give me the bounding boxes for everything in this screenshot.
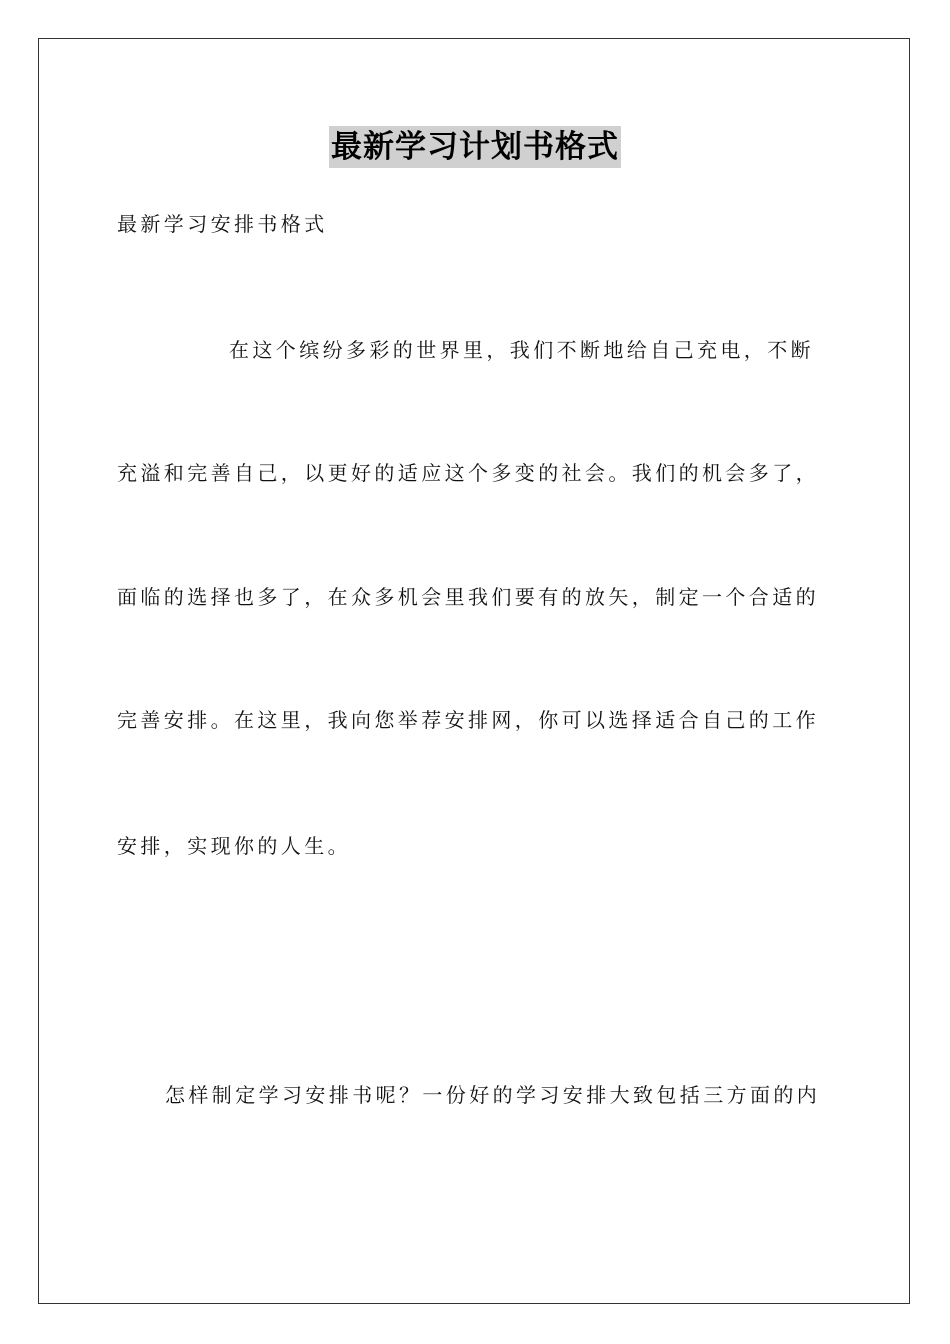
title-container (0, 126, 950, 168)
paragraph-1-line-4: 完善安排。在这里，我向您举荐安排网，你可以选择适合自己的工作 (117, 708, 819, 732)
paragraph-1-line-5: 安排，实现你的人生。 (117, 834, 351, 858)
paragraph-1-line-1: 在这个缤纷多彩的世界里，我们不断地给自己充电，不断 (229, 338, 814, 362)
paragraph-1-line-3: 面临的选择也多了，在众多机会里我们要有的放矢，制定一个合适的 (117, 585, 819, 609)
document-title: 最新学习计划书格式 (329, 126, 621, 168)
paragraph-2-line-1: 怎样制定学习安排书呢？一份好的学习安排大致包括三方面的内 (165, 1083, 821, 1107)
document-subtitle: 最新学习安排书格式 (117, 212, 328, 236)
paragraph-1-line-2: 充溢和完善自己，以更好的适应这个多变的社会。我们的机会多了， (117, 461, 819, 485)
